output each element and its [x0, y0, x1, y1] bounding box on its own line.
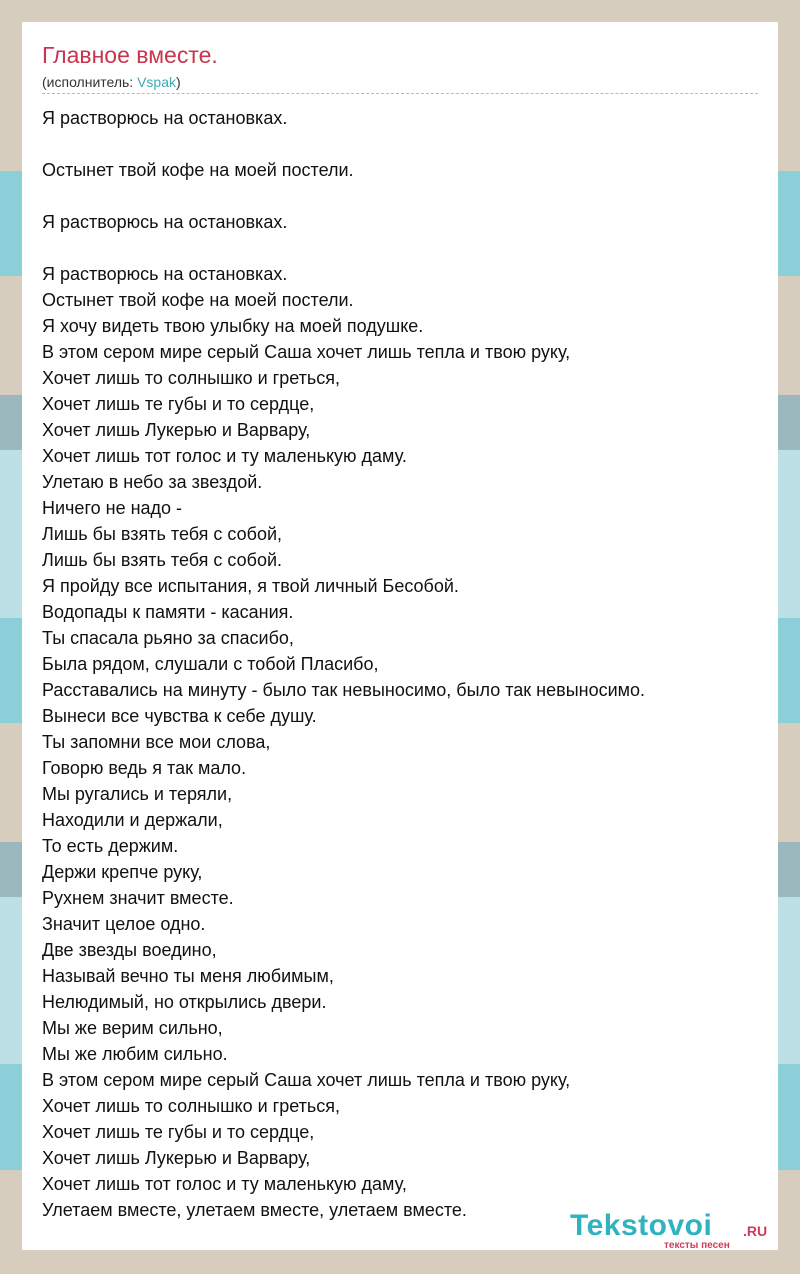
lyric-line: Называй вечно ты меня любимым, — [42, 966, 334, 986]
lyric-line: Ты запомни все мои слова, — [42, 732, 271, 752]
lyric-line: Хочет лишь те губы и то сердце, — [42, 394, 315, 414]
lyric-line: Лишь бы взять тебя с собой, — [42, 524, 283, 544]
lyric-line: Я растворюсь на остановках. — [42, 264, 288, 284]
artist-link[interactable]: Vspak — [137, 74, 177, 90]
lyric-line: Водопады к памяти - касания. — [42, 602, 294, 622]
lyric-line — [42, 183, 645, 209]
site-logo[interactable] — [570, 1209, 780, 1249]
lyric-line: Мы же верим сильно, — [42, 1018, 223, 1038]
lyric-line: Хочет лишь Лукерью и Варвару, — [42, 1148, 311, 1168]
lyrics-card — [22, 22, 778, 1250]
lyric-line: Остынет твой кофе на моей постели. — [42, 290, 354, 310]
lyric-line: Держи крепче руку, — [42, 862, 203, 882]
lyric-line: Ничего не надо - — [42, 498, 183, 518]
artist-suffix: ) — [176, 74, 181, 90]
lyric-line: Я пройду все испытания, я твой личный Бесобой. — [42, 576, 459, 596]
lyric-line — [42, 235, 645, 261]
lyric-line: Вынеси все чувства к себе душу. — [42, 706, 317, 726]
lyric-line: Я растворюсь на остановках. — [42, 212, 288, 232]
lyric-line — [42, 131, 645, 157]
lyric-line: В этом сером мире серый Саша хочет лишь тепла и твою руку, — [42, 1070, 571, 1090]
divider — [42, 93, 758, 94]
lyric-line: Улетаю в небо за звездой. — [42, 472, 263, 492]
artist-prefix: (исполнитель: — [42, 74, 138, 90]
lyric-line: Лишь бы взять тебя с собой. — [42, 550, 283, 570]
lyric-line: Значит целое одно. — [42, 914, 206, 934]
lyric-line: Мы ругались и теряли, — [42, 784, 233, 804]
lyric-line: Расставались на минуту - было так невыносимо, было так невыносимо. — [42, 680, 646, 700]
lyric-line: Хочет лишь тот голос и ту маленькую даму, — [42, 1174, 407, 1194]
lyric-line: Хочет лишь те губы и то сердце, — [42, 1122, 315, 1142]
logo-name: Tekstovoi — [570, 1209, 713, 1242]
logo-tagline: тексты песен — [664, 1240, 730, 1251]
logo-tld: .RU — [743, 1223, 768, 1239]
lyric-line: Хочет лишь Лукерью и Варвару, — [42, 420, 311, 440]
lyric-line: То есть держим. — [42, 836, 179, 856]
lyric-line: Остынет твой кофе на моей постели. — [42, 160, 354, 180]
lyric-line: Была рядом, слушали с тобой Пласибо, — [42, 654, 379, 674]
lyric-line: Хочет лишь то солнышко и греться, — [42, 1096, 341, 1116]
lyric-line: Мы же любим сильно. — [42, 1044, 228, 1064]
lyric-line: Находили и держали, — [42, 810, 223, 830]
lyric-line: Рухнем значит вместе. — [42, 888, 234, 908]
lyric-line: Я растворюсь на остановках. — [42, 108, 288, 128]
lyric-line: Нелюдимый, но открылись двери. — [42, 992, 327, 1012]
lyric-line: Ты спасала рьяно за спасибо, — [42, 628, 294, 648]
lyric-line: Две звезды воедино, — [42, 940, 217, 960]
lyric-line: Я хочу видеть твою улыбку на моей подушке. — [42, 316, 424, 336]
lyric-line: В этом сером мире серый Саша хочет лишь тепла и твою руку, — [42, 342, 571, 362]
lyric-line: Хочет лишь тот голос и ту маленькую даму. — [42, 446, 407, 466]
lyric-line: Хочет лишь то солнышко и греться, — [42, 368, 341, 388]
lyric-line: Улетаем вместе, улетаем вместе, улетаем вместе. — [42, 1200, 467, 1220]
lyric-line: Говорю ведь я так мало. — [42, 758, 247, 778]
song-title: Главное вместе. — [42, 42, 218, 68]
artist-line — [42, 74, 181, 90]
lyrics-text — [42, 105, 645, 1223]
